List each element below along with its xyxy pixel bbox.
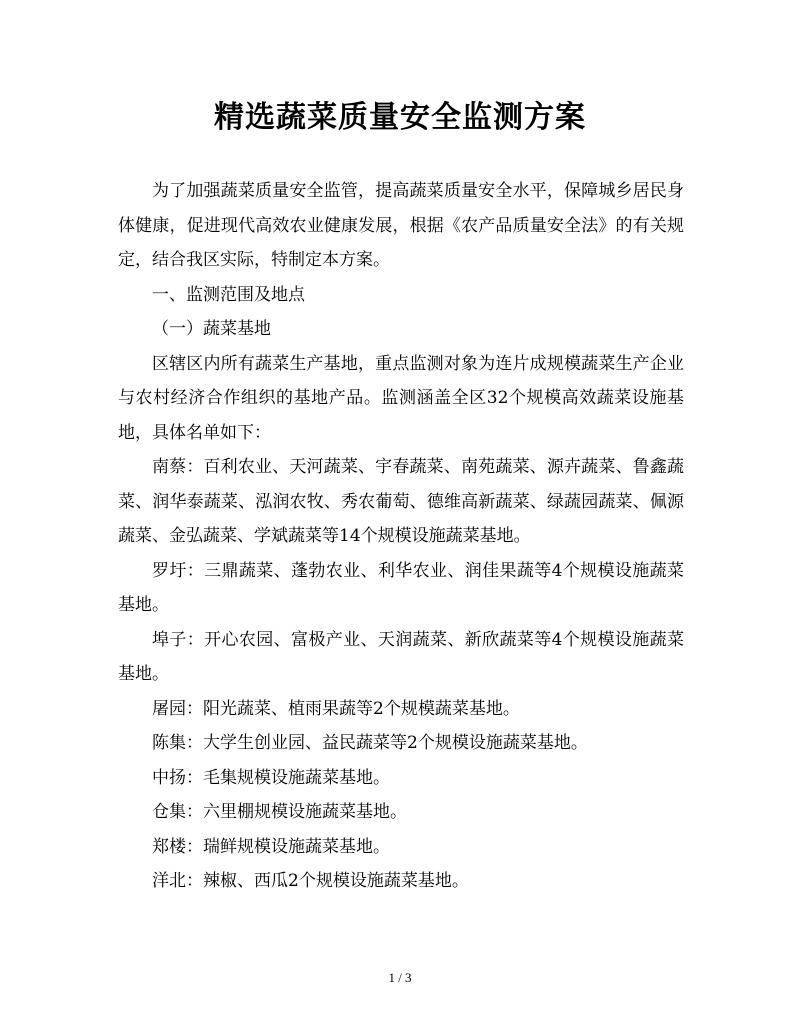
page-number: 1 / 3 <box>388 970 412 985</box>
paragraph-zhenglou: 郑楼：瑞鲜规模设施蔬菜基地。 <box>152 836 390 857</box>
paragraph-chenji: 陈集：大学生创业园、益民蔬菜等2个规模设施蔬菜基地。 <box>152 733 588 753</box>
section-heading-scope: 一、监测范围及地点 <box>152 284 305 305</box>
paragraph-luowei: 罗圩：三鼎蔬菜、蓬勃农业、利华农业、润佳果蔬等4个规模设施蔬菜基地。 <box>118 560 684 615</box>
document-title: 精选蔬菜质量安全监测方案 <box>214 100 586 135</box>
paragraph-bases-overview: 区辖区内所有蔬菜生产基地，重点监测对象为连片成规模蔬菜生产企业与农村经济合作组织的基地产品。监测涵盖全区32个规模高效蔬菜设施基地，具体名单如下： <box>118 353 684 443</box>
paragraph-yangbei: 洋北：辣椒、西瓜2个规模设施蔬菜基地。 <box>152 871 469 891</box>
paragraph-buzi: 埠子：开心农园、富极产业、天润蔬菜、新欣蔬菜等4个规模设施蔬菜基地。 <box>118 629 684 684</box>
subsection-heading-bases: （一）蔬菜基地 <box>152 319 271 339</box>
paragraph-tuyuan: 屠园：阳光蔬菜、植雨果蔬等2个规模蔬菜基地。 <box>152 698 520 719</box>
document-body <box>118 174 684 899</box>
paragraph-zhongyang: 中扬：毛集规模设施蔬菜基地。 <box>152 767 390 788</box>
paragraph-nancai: 南蔡：百利农业、天河蔬菜、宇春蔬菜、南苑蔬菜、源卉蔬菜、鲁鑫蔬菜、润华泰蔬菜、泓润农牧、秀农葡萄、德维高新蔬菜、绿蔬园蔬菜、佩源蔬菜、金弘蔬菜、学斌蔬菜等14个规模设施蔬菜基地。 <box>118 457 684 546</box>
paragraph-intro: 为了加强蔬菜质量安全监管，提高蔬菜质量安全水平，保障城乡居民身体健康，促进现代高效农业健康发展，根据《农产品质量安全法》的有关规定，结合我区实际，特制定本方案。 <box>118 181 684 270</box>
paragraph-cangji: 仓集：六里棚规模设施蔬菜基地。 <box>152 802 407 822</box>
